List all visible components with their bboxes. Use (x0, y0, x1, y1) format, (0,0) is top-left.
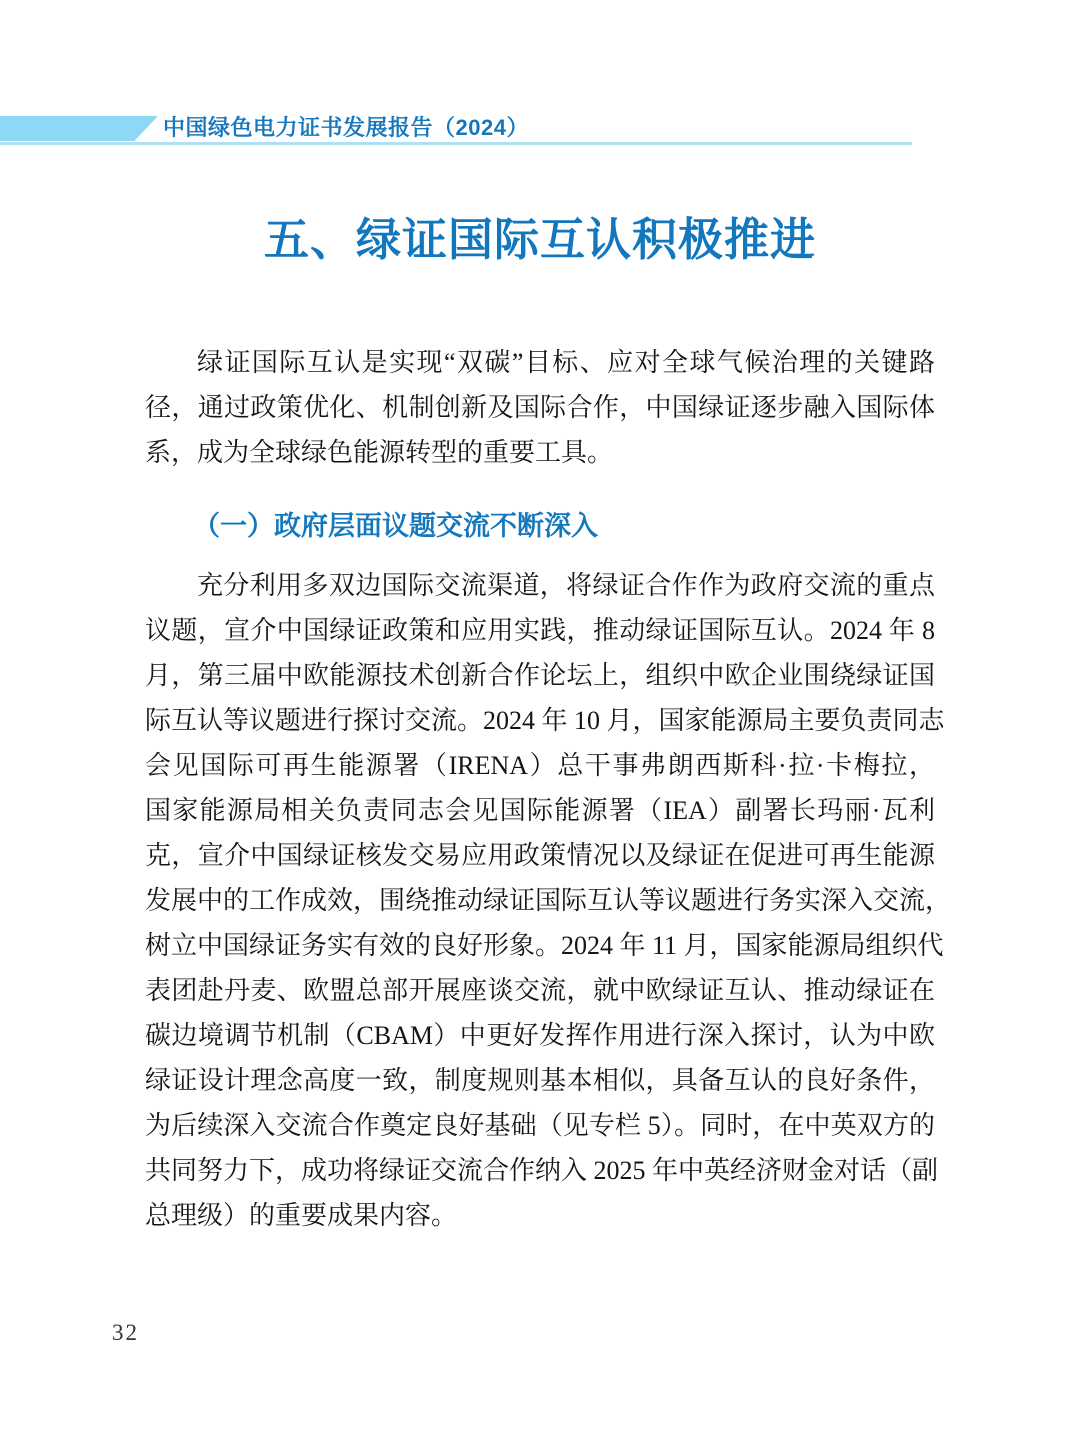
header-rule (0, 142, 912, 145)
text-line: 绿证国际互认是实现“双碳”目标、应对全球气候治理的关键路 (197, 348, 935, 377)
text-line: 月，第三届中欧能源技术创新合作论坛上，组织中欧企业围绕绿证国 (145, 661, 935, 690)
text-line: 树立中国绿证务实有效的良好形象。2024 年 11 月，国家能源局组织代 (145, 931, 944, 960)
text-line: 发展中的工作成效，围绕推动绿证国际互认等议题进行务实深入交流， (145, 886, 952, 915)
text-line: 碳边境调节机制（CBAM）中更好发挥作用进行深入探讨，认为中欧 (145, 1021, 935, 1050)
text-line: 绿证设计理念高度一致，制度规则基本相似，具备互认的良好条件， (145, 1066, 935, 1095)
page-number: 32 (112, 1320, 139, 1345)
text-line: 会见国际可再生能源署（IRENA）总干事弗朗西斯科·拉·卡梅拉， (145, 751, 935, 780)
text-line: 共同努力下，成功将绿证交流合作纳入 2025 年中英经济财金对话（副 (145, 1156, 939, 1185)
text-line: 际互认等议题进行探讨交流。2024 年 10 月，国家能源局主要负责同志 (145, 706, 945, 735)
subsection-title: （一）政府层面议题交流不断深入 (193, 511, 598, 541)
text-line: 径，通过政策优化、机制创新及国际合作，中国绿证逐步融入国际体 (145, 393, 935, 422)
section-title: 五、绿证国际互认积极推进 (263, 214, 816, 265)
text-line: 系，成为全球绿色能源转型的重要工具。 (145, 438, 614, 467)
report-title: 中国绿色电力证书发展报告（2024） (163, 115, 529, 140)
text-line: 国家能源局相关负责同志会见国际能源署（IEA）副署长玛丽·瓦利 (145, 796, 935, 825)
intro-paragraph (145, 340, 935, 475)
body-paragraph (145, 563, 952, 1238)
text-line: 克，宣介中国绿证核发交易应用政策情况以及绿证在促进可再生能源 (145, 841, 935, 870)
text-line: 充分利用多双边国际交流渠道，将绿证合作作为政府交流的重点 (197, 571, 935, 600)
header-band-decoration (0, 116, 158, 141)
text-line: 总理级）的重要成果内容。 (145, 1201, 458, 1230)
text-line: 议题，宣介中国绿证政策和应用实践，推动绿证国际互认。2024 年 8 (145, 616, 935, 645)
text-line: 表团赴丹麦、欧盟总部开展座谈交流，就中欧绿证互认、推动绿证在 (145, 976, 935, 1005)
text-line: 为后续深入交流合作奠定良好基础（见专栏 5）。同时，在中英双方的 (145, 1111, 935, 1140)
